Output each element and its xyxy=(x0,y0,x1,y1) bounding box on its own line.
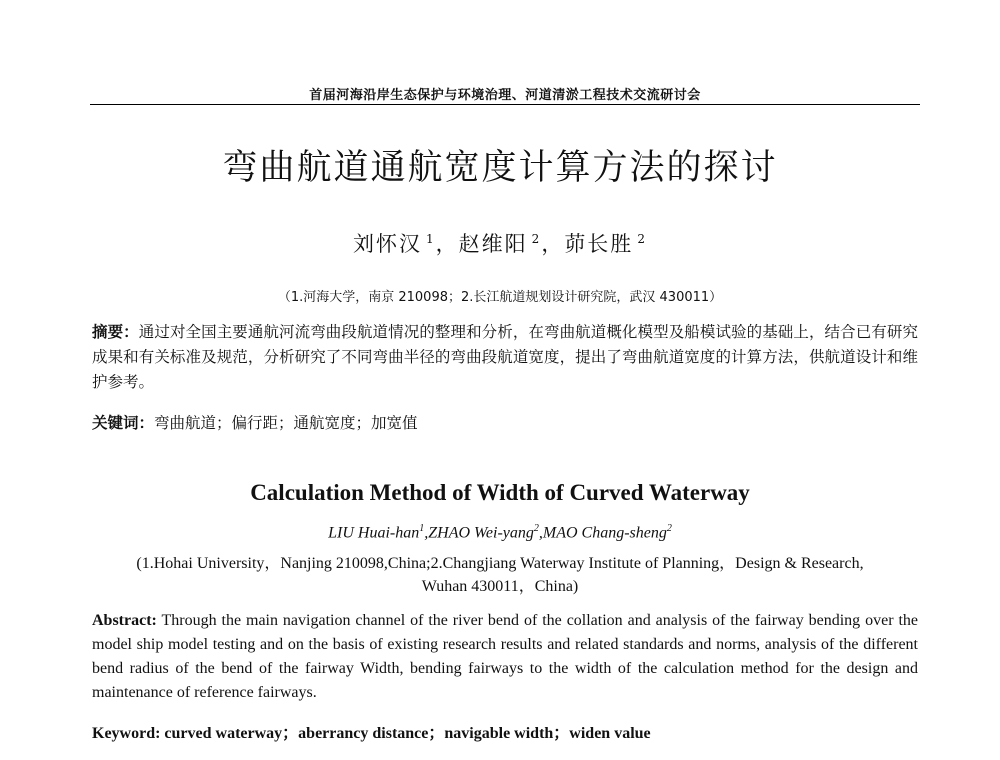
author-separator: ， xyxy=(435,232,459,256)
running-header: 首届河海沿岸生态保护与环境治理、河道清淤工程技术交流研讨会 xyxy=(309,88,701,103)
english-authors: LIU Huai-han$^1$,ZHAO Wei-yang$^2$,MAO Chang-sheng$^2$ xyxy=(328,523,672,542)
header-rule xyxy=(90,104,920,105)
author-affil-mark: 2 xyxy=(533,523,539,534)
author-affil-mark: 2 xyxy=(531,232,542,246)
author-name: ZHAO Wei-yang xyxy=(428,524,534,542)
english-title: Calculation Method of Width of Curved Waterway xyxy=(250,480,750,505)
author-name: 刘怀汉 xyxy=(353,232,423,256)
chinese-affiliation: （1.河海大学，南京 210098；2.长江航道规划设计研究院，武汉 430011） xyxy=(277,290,723,305)
chinese-title: 弯曲航道通航宽度计算方法的探讨 xyxy=(222,148,778,188)
author-name: MAO Chang-sheng xyxy=(542,524,667,542)
keywords-label: 关键词： xyxy=(92,414,155,432)
abstract-label: 摘要： xyxy=(92,323,139,341)
chinese-authors xyxy=(0,228,1000,258)
author-affil-mark: 2 xyxy=(637,232,647,246)
keywords-text: 弯曲航道；偏行距；通航宽度；加宽值 xyxy=(154,414,418,432)
author-separator: ， xyxy=(541,232,565,256)
abstract-label: Abstract: xyxy=(92,612,157,629)
author-name: LIU Huai-han xyxy=(328,524,420,542)
english-keywords: Keyword: curved waterway；aberrancy distance；navigable width；widen value xyxy=(92,725,651,742)
author-name: 赵维阳 xyxy=(458,232,528,256)
chinese-keywords xyxy=(92,412,918,434)
chinese-abstract xyxy=(92,320,918,395)
author-name: 茆长胜 xyxy=(564,232,634,256)
author-affil-mark: 1 xyxy=(426,232,436,246)
author-affil-mark: 1 xyxy=(419,523,425,534)
author-affil-mark: 2 xyxy=(666,523,672,534)
english-abstract xyxy=(92,609,918,705)
abstract-text: 通过对全国主要通航河流弯曲段航道情况的整理和分析，在弯曲航道概化模型及船模试验的基础上，结合已有研究成果和有关标准及规范，分析研究了不同弯曲半径的弯曲段航道宽度，提出了弯曲航道宽度的计算方法，供航道设计和维护参考。 xyxy=(92,323,918,391)
affiliation-line: Wuhan 430011，China) xyxy=(421,578,579,595)
affiliation-line: (1.Hohai University，Nanjing 210098,China;2.Changjiang Waterway Institute of Planning，Design & Research, xyxy=(136,555,864,572)
english-affiliation xyxy=(60,552,940,598)
abstract-text: Through the main navigation channel of the river bend of the collation and analysis of the fairway bending over the model ship model testing and on the basis of existing research results and related standards and norms, analysis of the different bend radius of the bend of the fairway Width, bending fairways to the width of the calculation method for the design and maintenance of reference fairways. xyxy=(92,612,918,701)
